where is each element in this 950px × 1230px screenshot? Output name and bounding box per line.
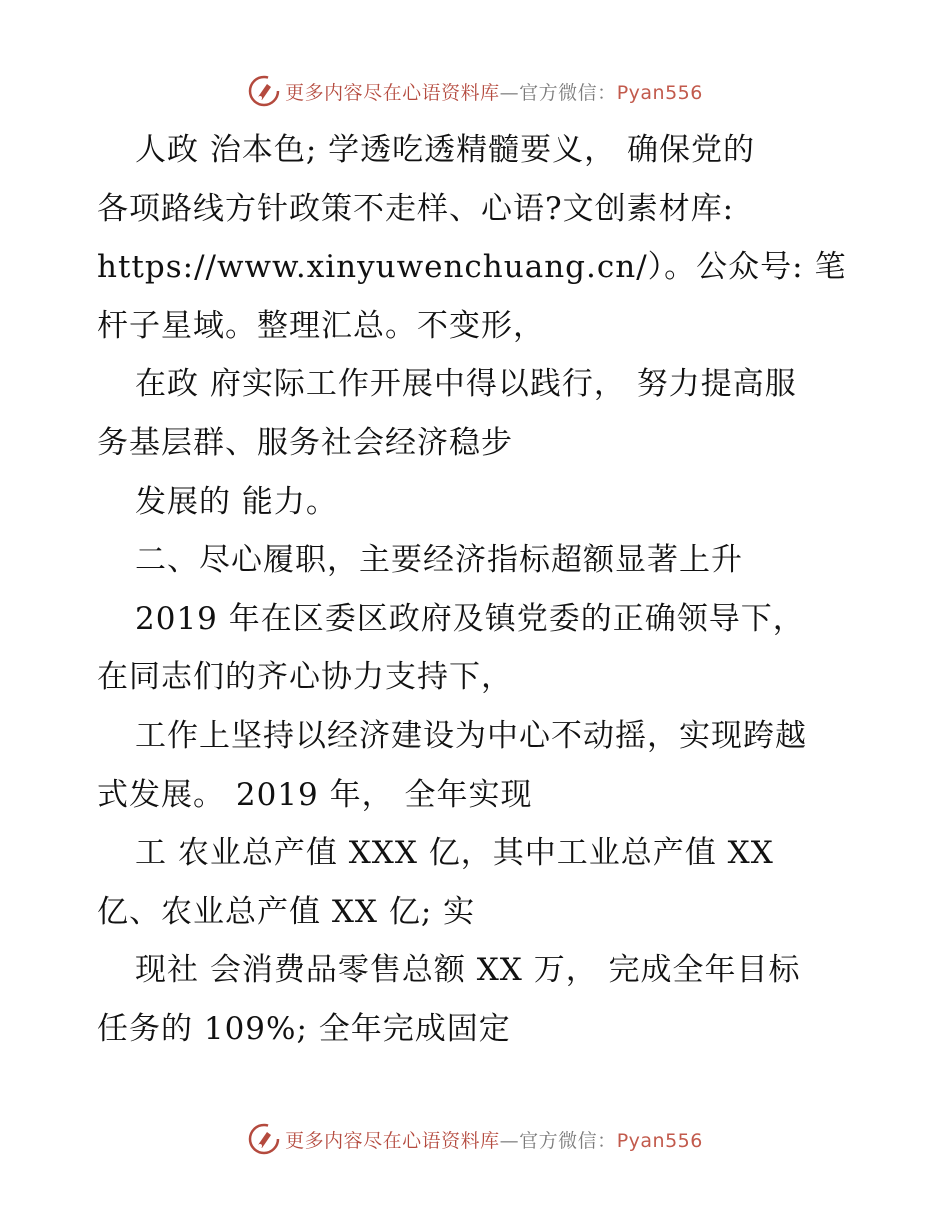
header-wechat-label: 官方微信： <box>519 81 617 104</box>
pen-nib-seal-icon <box>247 74 281 108</box>
body-line: 杆子星域。整理汇总。不变形， <box>97 307 545 344</box>
footer-banner-text <box>285 1126 703 1153</box>
document-body <box>97 121 867 1059</box>
body-line: 在政 府实际工作开展中得以践行， 努力提高服 <box>135 366 797 403</box>
body-line: 务基层群、服务社会经济稳步 <box>97 424 513 461</box>
body-line: 发展的 能力。 <box>135 483 338 520</box>
footer-wechat-label: 官方微信： <box>519 1129 617 1152</box>
section-heading: 二、尽心履职，主要经济指标超额显著上升 <box>135 542 743 579</box>
body-line: 现社 会消费品零售总额 XX 万， 完成全年目标 <box>135 952 801 989</box>
footer-banner-title: 更多内容尽在心语资料库 <box>285 1129 500 1152</box>
body-line: 人政 治本色; 学透吃透精髓要义， 确保党的 <box>135 132 756 168</box>
body-line: 工 农业总产值 XXX 亿，其中工业总产值 XX <box>135 835 774 872</box>
header-separator: — <box>499 81 520 104</box>
body-line: 式发展。 2019 年， 全年实现 <box>97 776 533 813</box>
pen-nib-seal-icon <box>247 1122 281 1156</box>
body-line: 2019 年在区委区政府及镇党委的正确领导下， <box>135 600 805 637</box>
header-wechat-id: Pyan556 <box>616 81 703 104</box>
page-header-banner <box>0 71 950 111</box>
body-line: 任务的 109%; 全年完成固定 <box>97 1010 511 1047</box>
footer-wechat-id: Pyan556 <box>616 1129 703 1152</box>
page-footer-banner <box>0 1119 950 1159</box>
footer-separator: — <box>499 1129 520 1152</box>
body-line: 亿、农业总产值 XX 亿; 实 <box>97 893 476 930</box>
body-line: 在同志们的齐心协力支持下， <box>97 659 513 696</box>
header-banner-text <box>285 78 703 105</box>
body-line: 各项路线方针政策不走样、心语?文创素材库: <box>97 190 735 227</box>
body-line: 工作上坚持以经济建设为中心不动摇，实现跨越 <box>135 717 807 754</box>
header-banner-title: 更多内容尽在心语资料库 <box>285 81 500 104</box>
body-line: https://www.xinyuwenchuang.cn/）。公众号: 笔 <box>97 249 847 286</box>
